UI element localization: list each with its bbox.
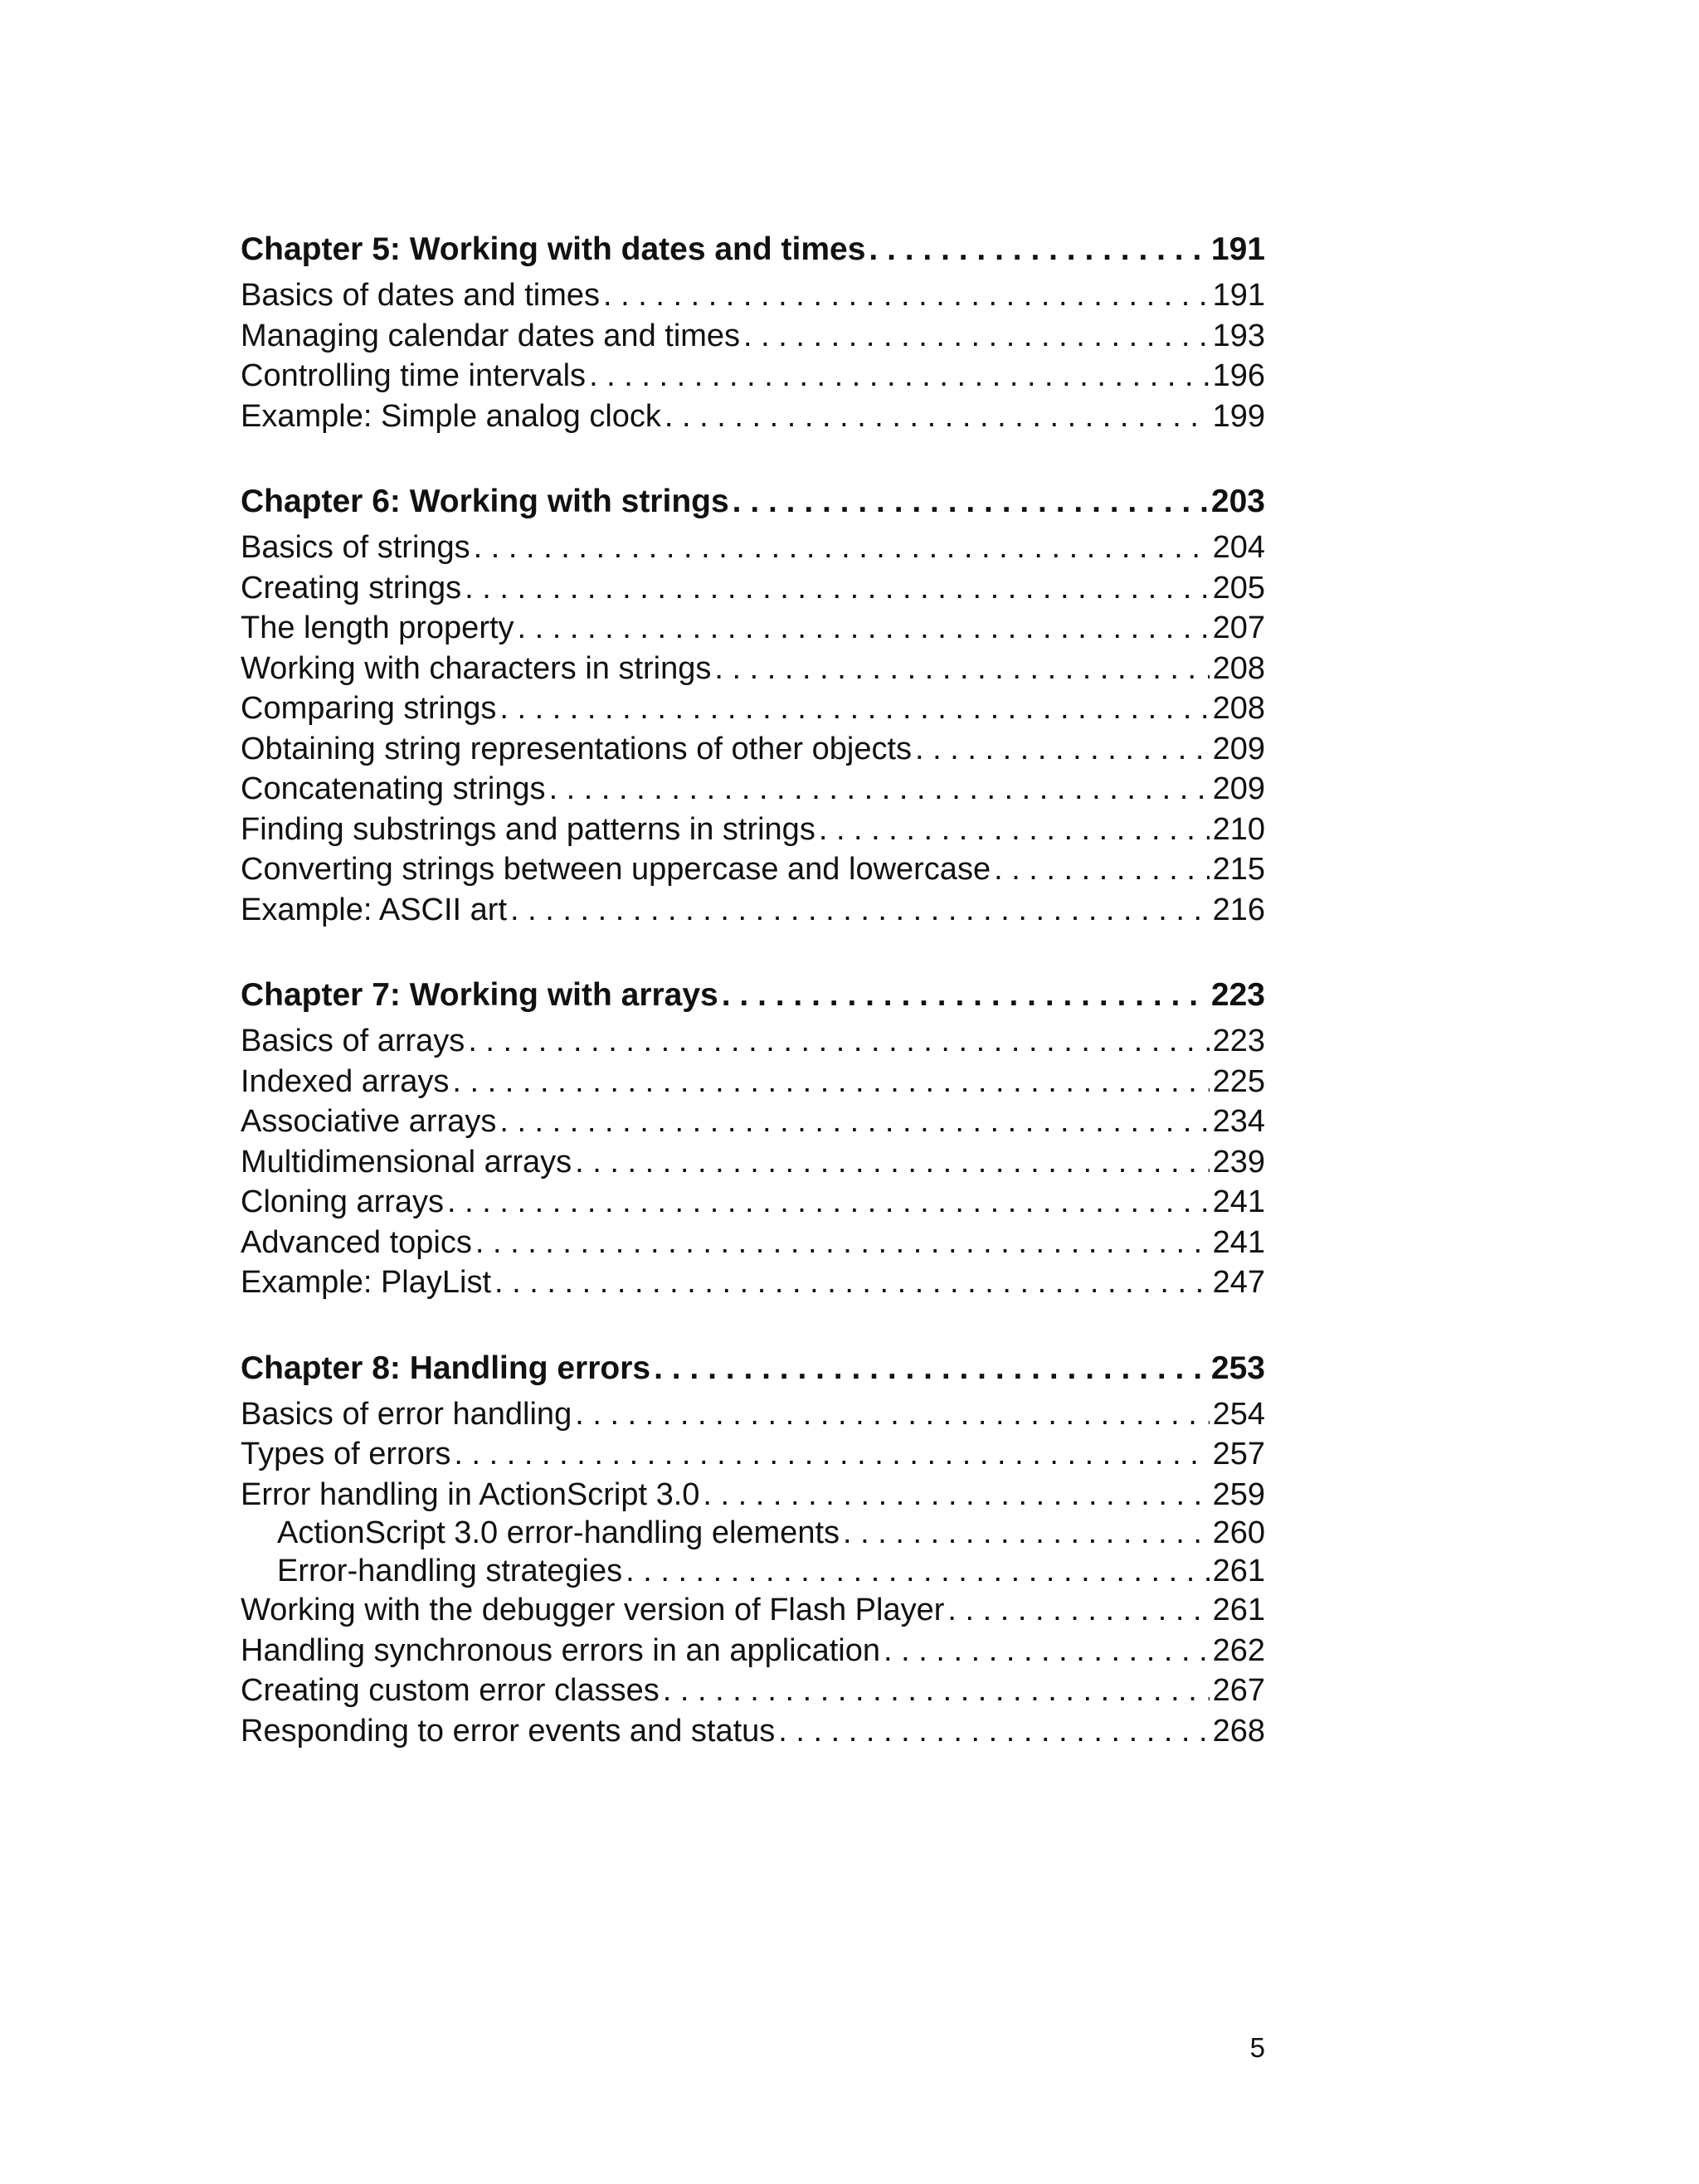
entry-page: 209 [1212, 731, 1265, 766]
toc-entry[interactable] [241, 275, 1265, 316]
dot-leader [510, 890, 1210, 931]
entry-page: 205 [1212, 570, 1265, 606]
dot-leader [499, 688, 1209, 729]
dot-leader [733, 478, 1208, 526]
entry-page: 261 [1212, 1593, 1265, 1627]
entry-title: Managing calendar dates and times [241, 318, 741, 353]
entry-title: Controlling time intervals [241, 358, 587, 393]
toc-entry[interactable] [241, 1223, 1265, 1263]
dot-leader [722, 971, 1208, 1019]
entry-title: Comparing strings [241, 691, 497, 726]
chapter-page: 253 [1210, 1350, 1265, 1386]
entry-title: Finding substrings and patterns in strings [241, 811, 815, 847]
entry-title: Example: Simple analog clock [241, 398, 661, 434]
toc-entry[interactable] [241, 608, 1265, 649]
entry-title: Advanced topics [241, 1224, 472, 1260]
entry-page: 257 [1212, 1437, 1265, 1471]
entry-title: Obtaining string representations of other objects [241, 731, 913, 766]
entry-page: 241 [1212, 1184, 1265, 1219]
toc-entry[interactable] [241, 356, 1265, 396]
dot-leader [499, 1102, 1209, 1142]
toc-entry[interactable] [241, 649, 1265, 689]
dot-leader [589, 356, 1210, 396]
entry-page: 247 [1212, 1265, 1265, 1300]
entry-page: 204 [1212, 530, 1265, 565]
dot-leader [474, 528, 1210, 568]
chapter-heading[interactable] [241, 1345, 1265, 1393]
toc-entry[interactable] [241, 528, 1265, 568]
entry-page: 234 [1212, 1104, 1265, 1139]
entry-page: 267 [1212, 1673, 1265, 1708]
toc-entry[interactable] [241, 1262, 1265, 1303]
entry-page: 239 [1212, 1144, 1265, 1180]
entry-title: Example: ASCII art [241, 892, 508, 927]
page-number: 5 [1249, 2032, 1265, 2063]
chapter-title: Chapter 5: Working with dates and times [241, 231, 866, 267]
dot-leader [626, 1553, 1210, 1591]
toc-entry[interactable] [241, 890, 1265, 931]
entry-page: 210 [1212, 811, 1265, 847]
entry-page: 199 [1212, 398, 1265, 434]
entry-page: 260 [1212, 1515, 1265, 1550]
entry-page: 193 [1212, 318, 1265, 353]
dot-leader [663, 1671, 1210, 1711]
dot-leader [778, 1711, 1209, 1752]
toc-entry[interactable] [241, 810, 1265, 850]
chapter-title: Chapter 6: Working with strings [241, 484, 729, 519]
entry-title: Basics of strings [241, 530, 470, 565]
chapter-5 [241, 226, 1265, 436]
toc-entry[interactable] [241, 729, 1265, 770]
entry-title: Working with the debugger version of Flash Player [241, 1593, 945, 1627]
toc-subentry[interactable] [241, 1515, 1265, 1553]
dot-leader [947, 1590, 1209, 1631]
toc-entry[interactable] [241, 1062, 1265, 1102]
dot-leader [743, 316, 1210, 357]
toc-entry[interactable] [241, 849, 1265, 890]
dot-leader [994, 849, 1210, 890]
dot-leader [654, 1345, 1208, 1393]
toc-entry[interactable] [241, 1394, 1265, 1435]
entry-title: The length property [241, 610, 514, 645]
toc-entry[interactable] [241, 1671, 1265, 1711]
entry-page: 196 [1212, 358, 1265, 393]
entry-title: Indexed arrays [241, 1063, 450, 1099]
chapter-8 [241, 1345, 1265, 1752]
dot-leader [843, 1515, 1210, 1553]
toc-entry[interactable] [241, 688, 1265, 729]
entry-title: Multidimensional arrays [241, 1144, 572, 1180]
chapter-title: Chapter 7: Working with arrays [241, 977, 718, 1013]
chapter-heading[interactable] [241, 226, 1265, 274]
toc-entry[interactable] [241, 1590, 1265, 1631]
toc-entry[interactable] [241, 1102, 1265, 1142]
entry-title: Concatenating strings [241, 771, 546, 806]
toc-entry[interactable] [241, 316, 1265, 357]
dot-leader [884, 1631, 1210, 1671]
entry-page: 241 [1212, 1224, 1265, 1260]
chapter-6 [241, 478, 1265, 930]
dot-leader [494, 1262, 1210, 1303]
entry-title: Working with characters in strings [241, 650, 712, 686]
entry-page: 208 [1212, 650, 1265, 686]
dot-leader [575, 1142, 1209, 1183]
entry-page: 215 [1212, 852, 1265, 887]
dot-leader [447, 1182, 1210, 1223]
dot-leader [819, 810, 1210, 850]
dot-leader [475, 1223, 1210, 1263]
entry-title: Error handling in ActionScript 3.0 [241, 1476, 700, 1512]
entry-title: Error-handling strategies [277, 1553, 623, 1588]
entry-title: Basics of arrays [241, 1024, 465, 1058]
entry-title: Cloning arrays [241, 1184, 444, 1219]
entry-title: Basics of error handling [241, 1396, 572, 1432]
chapter-page: 191 [1210, 231, 1265, 267]
chapter-heading[interactable] [241, 478, 1265, 526]
entry-page: 207 [1212, 610, 1265, 645]
dot-leader [665, 396, 1210, 437]
entry-page: 268 [1212, 1713, 1265, 1749]
entry-title: Handling synchronous errors in an application [241, 1632, 881, 1668]
entry-page: 262 [1212, 1632, 1265, 1668]
entry-page: 261 [1212, 1553, 1265, 1588]
dot-leader [549, 769, 1210, 810]
entry-title: Associative arrays [241, 1104, 497, 1139]
chapter-page: 223 [1210, 977, 1265, 1013]
toc-entry[interactable] [241, 568, 1265, 609]
entry-title: Creating strings [241, 570, 462, 606]
entry-page: 254 [1212, 1396, 1265, 1432]
chapter-heading[interactable] [241, 971, 1265, 1019]
toc-entry[interactable] [241, 1434, 1265, 1475]
toc-entry[interactable] [241, 1711, 1265, 1752]
dot-leader [454, 1434, 1209, 1475]
entry-page: 191 [1212, 278, 1265, 313]
toc-subentry[interactable] [241, 1553, 1265, 1591]
entry-page: 208 [1212, 691, 1265, 726]
chapter-7 [241, 971, 1265, 1303]
entry-title: Responding to error events and status [241, 1713, 776, 1749]
dot-leader [465, 568, 1209, 609]
dot-leader [714, 649, 1209, 689]
toc-entry[interactable] [241, 769, 1265, 810]
chapter-page: 203 [1210, 484, 1265, 519]
entry-title: Converting strings between uppercase and lowercase [241, 852, 991, 887]
entry-title: Creating custom error classes [241, 1673, 660, 1708]
dot-leader [869, 226, 1208, 274]
entry-title: Types of errors [241, 1437, 451, 1471]
entry-title: ActionScript 3.0 error-handling elements [277, 1515, 840, 1550]
table-of-contents [241, 226, 1265, 1792]
entry-page: 225 [1212, 1063, 1265, 1099]
entry-page: 223 [1212, 1024, 1265, 1058]
dot-leader [915, 729, 1210, 770]
entry-page: 209 [1212, 771, 1265, 806]
toc-entry[interactable] [241, 1142, 1265, 1183]
entry-page: 216 [1212, 892, 1265, 927]
dot-leader [518, 608, 1210, 649]
dot-leader [575, 1394, 1209, 1435]
toc-entry[interactable] [241, 396, 1265, 437]
dot-leader [703, 1475, 1209, 1515]
toc-entry[interactable] [241, 1475, 1265, 1515]
entry-title: Example: PlayList [241, 1265, 492, 1300]
toc-entry[interactable] [241, 1631, 1265, 1671]
toc-entry[interactable] [241, 1021, 1265, 1062]
chapter-title: Chapter 8: Handling errors [241, 1350, 651, 1386]
toc-entry[interactable] [241, 1182, 1265, 1223]
dot-leader [603, 275, 1210, 316]
dot-leader [468, 1021, 1209, 1062]
entry-title: Basics of dates and times [241, 278, 600, 313]
entry-page: 259 [1212, 1476, 1265, 1512]
dot-leader [452, 1062, 1209, 1102]
